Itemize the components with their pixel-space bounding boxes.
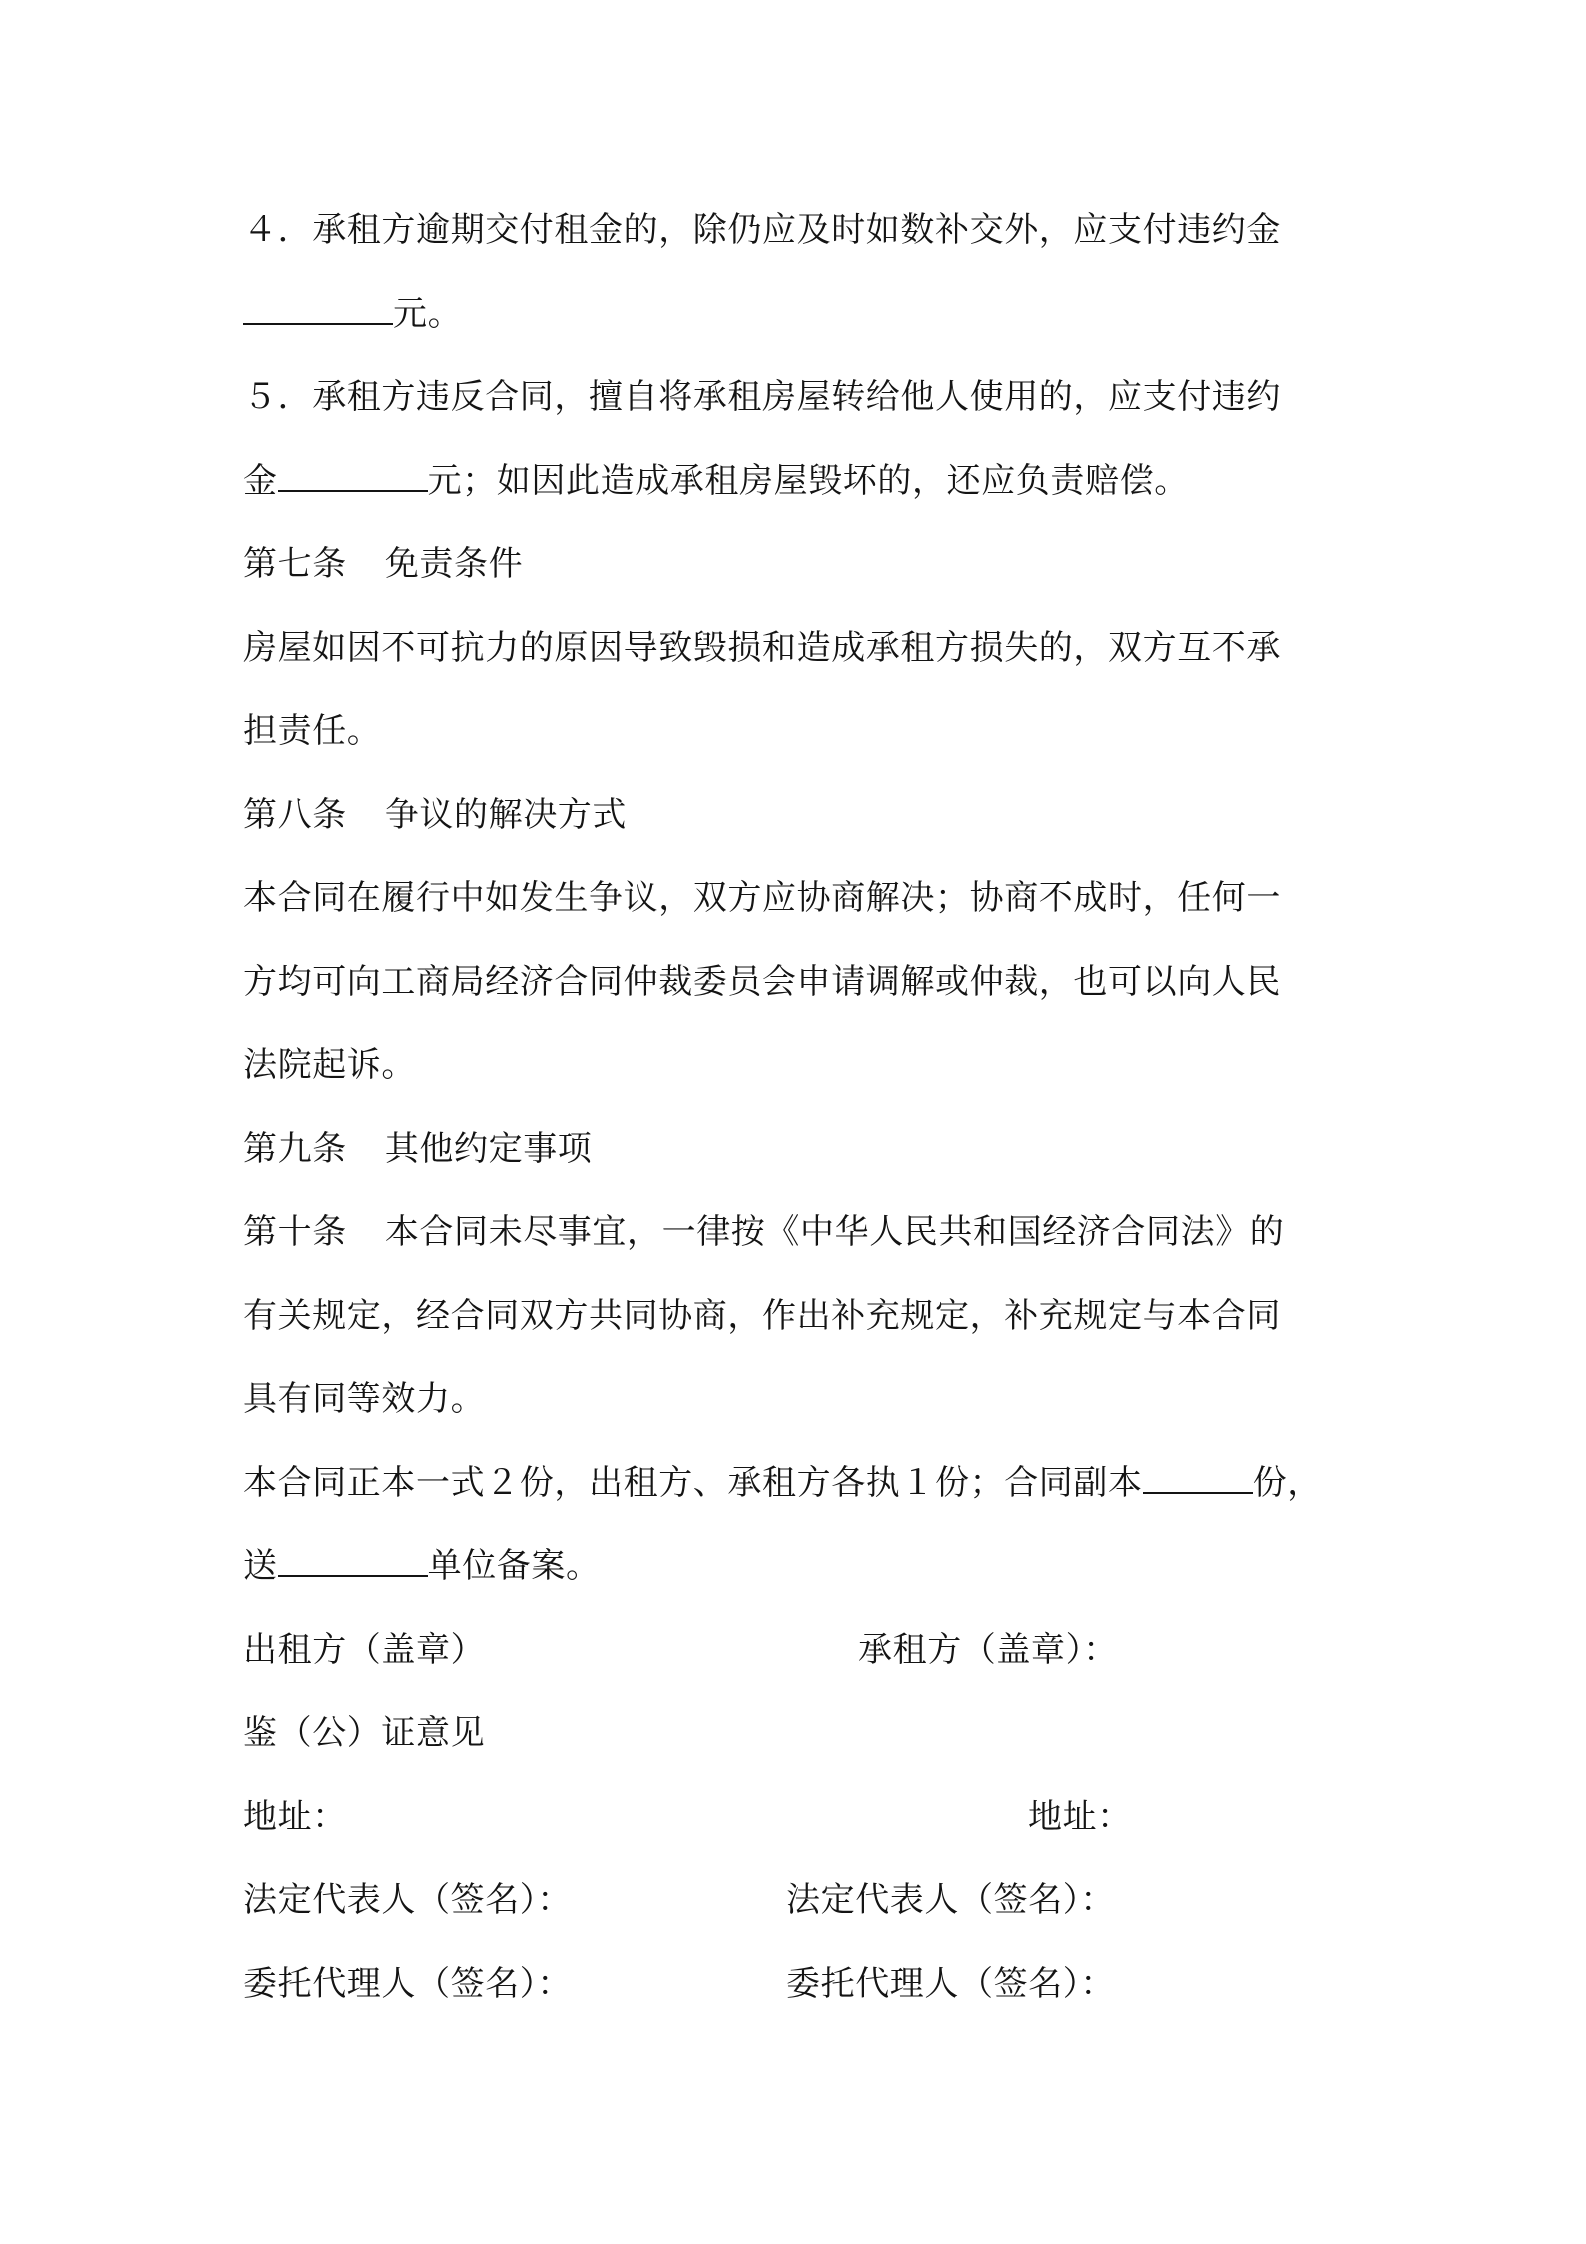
article-10-line-1 <box>243 1210 1284 1254</box>
clause-4-line-2 <box>243 292 462 336</box>
lessee-seal-label: 承租方（盖章）： <box>858 1630 1118 1670</box>
article-8-number: 第八条 <box>243 795 347 835</box>
copies-text: 本合同正本一式２份，出租方、承租方各执１份；合同副本 <box>243 1463 1143 1503</box>
notary-opinion-label: 鉴（公）证意见 <box>243 1713 486 1753</box>
penalty-amount-blank-1[interactable] <box>243 293 393 325</box>
copies-line-2 <box>243 1544 601 1588</box>
article-10-number: 第十条 <box>243 1212 347 1252</box>
article-7-heading <box>243 542 523 586</box>
article-9-title: 其他约定事项 <box>384 1129 593 1169</box>
clause-5-prefix: 金 <box>243 461 278 501</box>
copies-line-1 <box>243 1461 1322 1505</box>
lessor-agent-label: 委托代理人（签名）： <box>243 1964 572 2004</box>
copies-send-prefix: 送 <box>243 1546 278 1586</box>
copies-send-suffix: 单位备案。 <box>427 1546 601 1586</box>
clause-5-line-1: ５．承租方违反合同，擅自将承租房屋转给他人使用的，应支付违约 <box>243 377 1281 417</box>
article-7-body-line-2: 担责任。 <box>243 711 382 751</box>
article-7-body-line-1: 房屋如因不可抗力的原因导致毁损和造成承租方损失的，双方互不承 <box>243 628 1281 668</box>
article-8-heading <box>243 793 627 837</box>
article-10-line-2: 有关规定，经合同双方共同协商，作出补充规定，补充规定与本合同 <box>243 1296 1281 1336</box>
clause-5-suffix: 元；如因此造成承租房屋毁坏的，还应负责赔偿。 <box>427 461 1189 501</box>
article-10-line-3: 具有同等效力。 <box>243 1379 486 1419</box>
clause-5-line-2 <box>243 459 1189 503</box>
article-8-body-line-2: 方均可向工商局经济合同仲裁委员会申请调解或仲裁，也可以向人民 <box>243 962 1281 1002</box>
lessor-seal-label: 出租方（盖章） <box>243 1630 486 1670</box>
lessor-legal-rep-label: 法定代表人（签名）： <box>243 1880 572 1920</box>
article-9-heading <box>243 1127 592 1171</box>
lessee-agent-label: 委托代理人（签名）： <box>786 1964 1115 2004</box>
lessee-legal-rep-label: 法定代表人（签名）： <box>786 1880 1115 1920</box>
article-8-title: 争议的解决方式 <box>384 795 628 835</box>
duplicate-count-blank[interactable] <box>1143 1462 1253 1494</box>
article-10-text: 本合同未尽事宜，一律按《中华人民共和国经济合同法》的 <box>384 1212 1285 1252</box>
article-7-title: 免责条件 <box>384 544 524 584</box>
clause-4-unit: 元。 <box>393 294 463 334</box>
lessor-address-label: 地址： <box>243 1797 347 1837</box>
article-9-number: 第九条 <box>243 1129 347 1169</box>
lessee-address-label: 地址： <box>1028 1797 1132 1837</box>
copies-unit: 份， <box>1252 1463 1322 1503</box>
article-8-body-line-1: 本合同在履行中如发生争议，双方应协商解决；协商不成时，任何一 <box>243 878 1281 918</box>
filing-unit-blank[interactable] <box>278 1545 428 1577</box>
clause-4-line-1: ４．承租方逾期交付租金的，除仍应及时如数补交外，应支付违约金 <box>243 210 1281 250</box>
article-7-number: 第七条 <box>243 544 347 584</box>
penalty-amount-blank-2[interactable] <box>278 460 428 492</box>
article-8-body-line-3: 法院起诉。 <box>243 1045 416 1085</box>
